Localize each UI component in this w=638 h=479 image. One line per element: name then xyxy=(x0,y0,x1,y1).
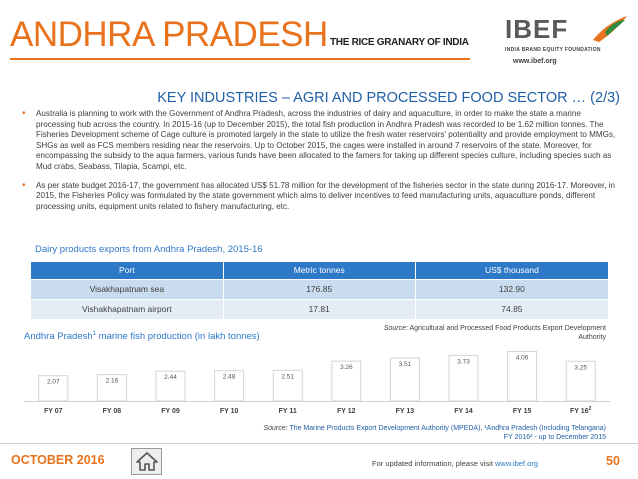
source-text: Agricultural and Processed Food Products Export Development Authority xyxy=(407,325,606,341)
logo-url: www.ibef.org xyxy=(513,58,557,65)
table-title: Dairy products exports from Andhra Pradesh, 2015-16 xyxy=(35,244,263,255)
table-header-row xyxy=(31,262,608,279)
chart-tick-label: FY 09 xyxy=(161,408,180,415)
table-cell-usd: 132.90 xyxy=(415,279,608,299)
chart-data-label: 2.07 xyxy=(46,378,60,386)
chart-data-label: 2.16 xyxy=(105,377,119,385)
ibef-logo[interactable] xyxy=(505,12,630,72)
chart-tick-label: FY 10 xyxy=(219,408,239,415)
bullet-text: As per state budget 2016-17, the government has allocated US$ 51.78 million for the development of the fisheries sector in the state during 2016-17. Moreover, in 2015, the Fisheries Policy was formulated by the state government which aims to deliver incentives to feed manufacturing units, aquaculture ponds, different processing units, equipment units related to fishery manufacturing, etc. xyxy=(36,180,616,211)
dairy-exports-table xyxy=(31,262,608,319)
source-label: Source: xyxy=(383,325,408,332)
chart-tick-label: FY 15 xyxy=(512,408,532,415)
table-header-usd: US$ thousand xyxy=(415,262,608,279)
page-title: ANDHRA PRADESH xyxy=(10,15,328,54)
chart-tick-label: FY 13 xyxy=(395,408,415,415)
table-cell-tonnes: 17.81 xyxy=(223,299,415,319)
page-subtitle: THE RICE GRANARY OF INDIA xyxy=(330,37,469,48)
chart-data-label: 4.06 xyxy=(515,354,529,362)
chart-title-suffix: marine fish production (in lakh tonnes) xyxy=(96,331,260,343)
footer-link[interactable]: www.ibef.org xyxy=(494,459,538,468)
table-row xyxy=(31,299,608,319)
fish-production-chart xyxy=(22,346,612,420)
table-cell-tonnes: 176.85 xyxy=(223,279,415,299)
chart-tick-label: FY 11 xyxy=(278,408,297,415)
bullet-item xyxy=(22,181,618,213)
chart-data-label: 3.51 xyxy=(398,361,412,369)
chart-title-prefix: Andhra Pradesh xyxy=(24,331,93,343)
source-text: The Marine Products Export Development Authority (MPEDA), ¹Andhra Pradesh (Including Telangana) xyxy=(287,425,606,432)
bullet-marker: • xyxy=(22,108,26,119)
table-source xyxy=(356,324,606,342)
bird-icon xyxy=(591,12,629,44)
bullet-list xyxy=(22,109,618,212)
chart-title xyxy=(24,331,260,342)
table-cell-port: Vishakhapatnam airport xyxy=(31,299,223,319)
section-title: KEY INDUSTRIES – AGRI AND PROCESSED FOOD SECTOR … (2/3) xyxy=(157,90,620,106)
table-header-tonnes: Metric tonnes xyxy=(223,262,415,279)
bullet-item xyxy=(22,109,618,173)
page-number: 50 xyxy=(606,454,620,468)
chart-tick-label: FY $16^2$ xyxy=(570,406,592,415)
chart-source xyxy=(146,424,606,442)
table-cell-usd: 74.85 xyxy=(415,299,608,319)
header-divider xyxy=(10,58,470,60)
footer-date: OCTOBER 2016 xyxy=(11,453,105,467)
chart-data-label: 2.48 xyxy=(222,373,236,381)
chart-data-label: 2.44 xyxy=(164,374,177,382)
chart-data-label: 3.73 xyxy=(457,358,470,366)
chart-tick-label: FY 08 xyxy=(102,408,122,415)
chart-data-label: 2.51 xyxy=(281,373,295,381)
table-header-port: Port xyxy=(31,262,223,279)
chart-data-label: 3.25 xyxy=(574,364,588,372)
chart-data-label: 3.26 xyxy=(339,364,353,372)
chart-title-sup: 1 xyxy=(92,331,97,337)
source-label: Source: xyxy=(263,425,288,432)
table-row xyxy=(31,279,608,299)
chart-tick-label: FY 12 xyxy=(337,408,356,415)
logo-brand: IBEF xyxy=(505,14,569,44)
footer-text: For updated information, please visit xyxy=(372,459,495,468)
chart-tick-label: FY 07 xyxy=(44,408,63,415)
footer-note xyxy=(372,459,538,468)
source-note: FY 2016² - up to December 2015 xyxy=(503,434,606,441)
footer xyxy=(0,443,638,479)
home-button[interactable] xyxy=(131,448,162,475)
chart-tick-label: FY 14 xyxy=(454,408,473,415)
logo-tagline: INDIA BRAND EQUITY FOUNDATION xyxy=(505,47,601,53)
bullet-text: Australia is planning to work with the Government of Andhra Pradesh, across the industries of dairy and aquaculture, in order to make the state a marine processing hub across the country. In 2015-16 (up to December 2015), the total fish production in Andhra Pradesh was recorded to be 1.62 million tonnes. The Fisheries Development scheme of Cage culture is promoted largely in the state to utilize the fresh water reservoirs' potentiality and provide employment to MMGs, SHGs as well as FCS members residing near the reservoirs. Up to October 2015, the cages were installed in around 7 reservoirs of the state. Moreover, for encompassing the subsidy to the aqua farmers, various funds have been allocated to the famers for taking up different species culture, including species such as Mud crabs, Seabass, Tilapia, Scampi, etc. xyxy=(36,109,616,171)
table-cell-port: Visakhapatnam sea xyxy=(31,279,223,299)
bullet-marker: • xyxy=(22,179,26,191)
home-icon xyxy=(136,452,158,471)
